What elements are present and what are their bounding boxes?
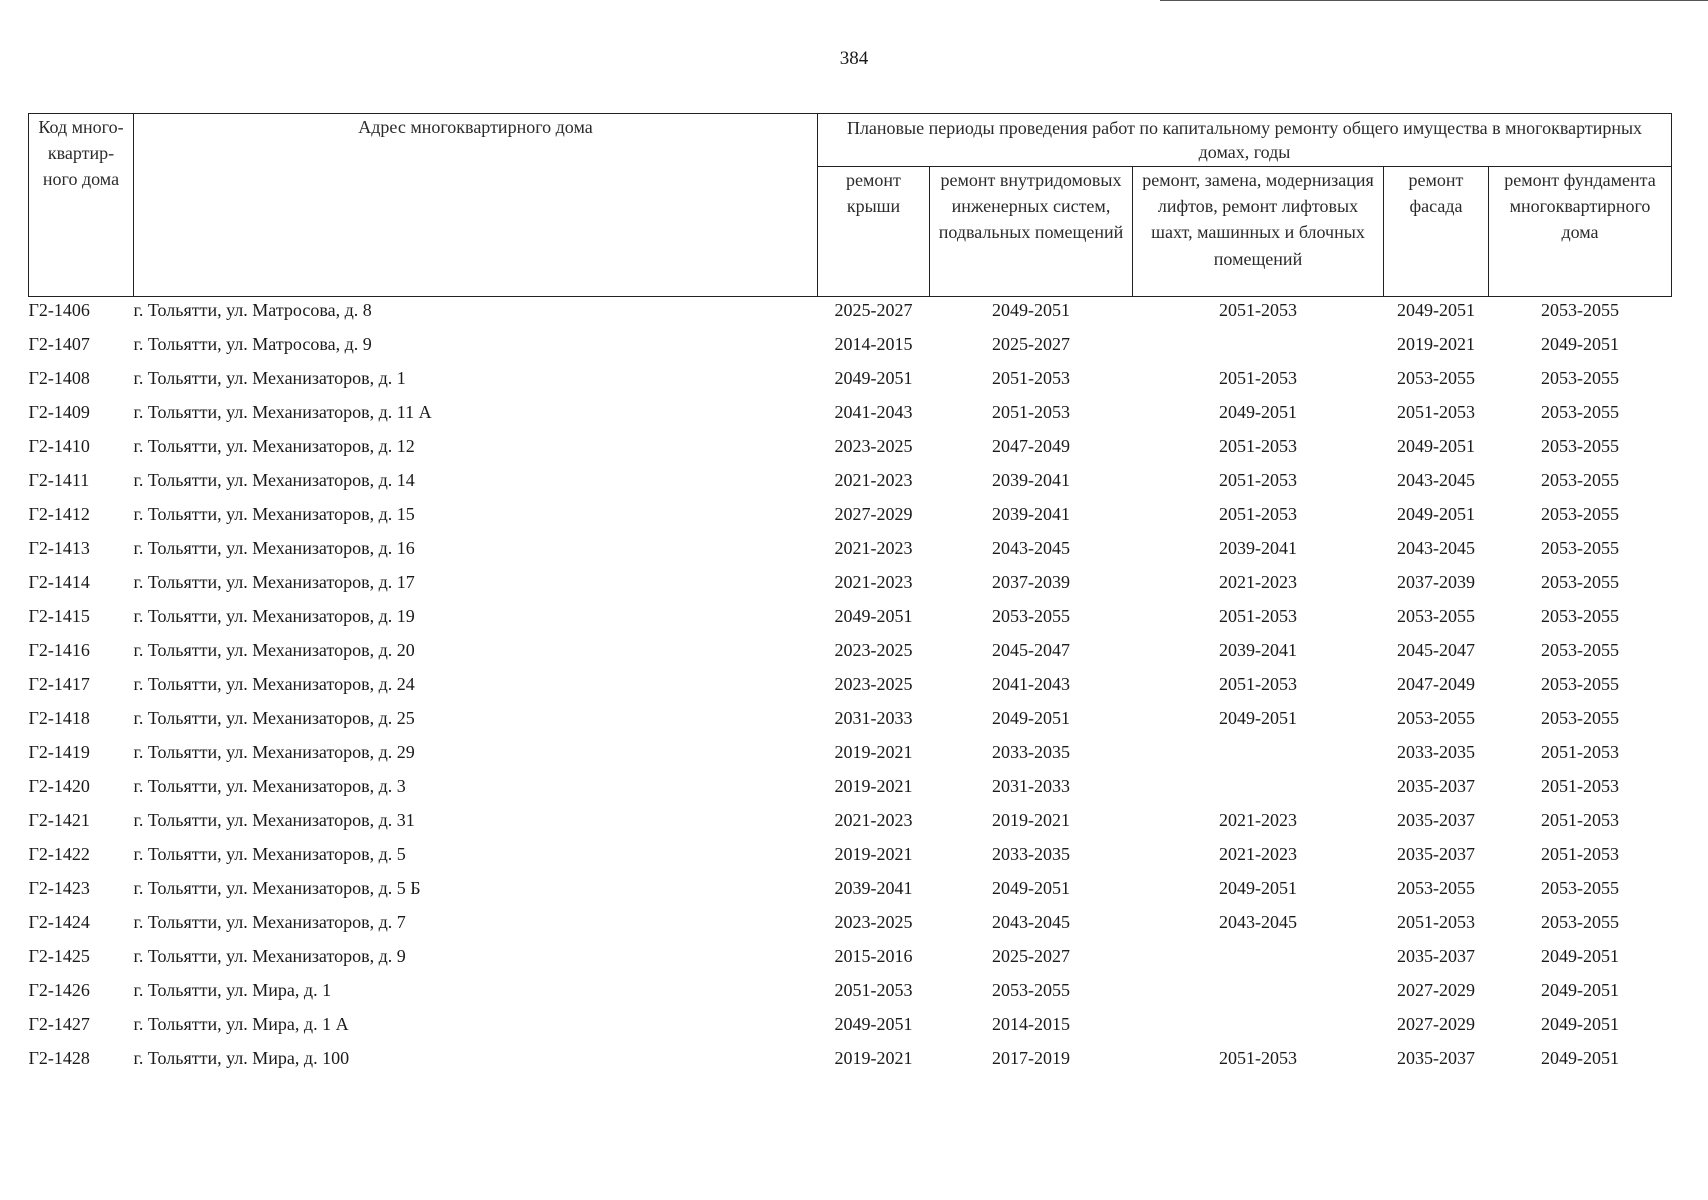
cell-engineering: 2049-2051 bbox=[992, 707, 1070, 728]
cell-lifts: 2051-2053 bbox=[1219, 1047, 1297, 1068]
cell-foundation: 2053-2055 bbox=[1541, 639, 1619, 660]
table-row bbox=[29, 327, 1672, 361]
table-row bbox=[29, 667, 1672, 701]
cell-facade: 2027-2029 bbox=[1397, 979, 1475, 1000]
cell-roof: 2041-2043 bbox=[834, 401, 913, 422]
cell-foundation: 2053-2055 bbox=[1541, 367, 1619, 388]
header-engineering: ремонт внутридомовых инженерных систем, подвальных помещений bbox=[930, 167, 1133, 297]
cell-facade: 2051-2053 bbox=[1397, 911, 1475, 932]
table-row bbox=[29, 769, 1672, 803]
table-row bbox=[29, 565, 1672, 599]
cell-foundation: 2051-2053 bbox=[1541, 741, 1619, 762]
table-row bbox=[29, 531, 1672, 565]
cell-code: Г2-1420 bbox=[28, 775, 90, 796]
table-row bbox=[29, 395, 1672, 429]
cell-address: г. Тольятти, ул. Механизаторов, д. 20 bbox=[133, 639, 415, 660]
cell-address: г. Тольятти, ул. Механизаторов, д. 12 bbox=[133, 435, 415, 456]
cell-code: Г2-1414 bbox=[28, 571, 90, 592]
table-row bbox=[29, 837, 1672, 871]
cell-code: Г2-1412 bbox=[28, 503, 90, 524]
cell-code: Г2-1427 bbox=[28, 1013, 90, 1034]
header-foundation: ремонт фундамента многоквартирного дома bbox=[1489, 167, 1672, 297]
cell-facade: 2035-2037 bbox=[1397, 843, 1475, 864]
cell-foundation: 2051-2053 bbox=[1541, 843, 1619, 864]
cell-address: г. Тольятти, ул. Механизаторов, д. 11 А bbox=[133, 401, 432, 422]
cell-lifts: 2049-2051 bbox=[1219, 707, 1297, 728]
table-row bbox=[29, 497, 1672, 531]
cell-roof: 2049-2051 bbox=[834, 605, 913, 626]
table-row bbox=[29, 361, 1672, 395]
table-row bbox=[29, 871, 1672, 905]
cell-facade: 2047-2049 bbox=[1397, 673, 1475, 694]
cell-lifts: 2051-2053 bbox=[1219, 503, 1297, 524]
cell-lifts: 2021-2023 bbox=[1219, 571, 1297, 592]
table-row bbox=[29, 633, 1672, 667]
header-lifts: ремонт, замена, модернизация лифтов, ремонт лифтовых шахт, машинных и блочных помещений bbox=[1133, 167, 1384, 297]
header-address: Адрес многоквартирного дома bbox=[134, 114, 818, 297]
cell-foundation: 2053-2055 bbox=[1541, 503, 1619, 524]
cell-facade: 2051-2053 bbox=[1397, 401, 1475, 422]
cell-facade: 2019-2021 bbox=[1397, 333, 1475, 354]
cell-engineering: 2049-2051 bbox=[992, 300, 1070, 320]
cell-address: г. Тольятти, ул. Механизаторов, д. 14 bbox=[133, 469, 415, 490]
cell-code: Г2-1424 bbox=[28, 911, 90, 932]
cell-code: Г2-1418 bbox=[28, 707, 90, 728]
cell-engineering: 2053-2055 bbox=[992, 605, 1070, 626]
table-row bbox=[29, 297, 1672, 328]
cell-foundation: 2051-2053 bbox=[1541, 775, 1619, 796]
cell-foundation: 2049-2051 bbox=[1541, 1047, 1619, 1068]
cell-address: г. Тольятти, ул. Механизаторов, д. 25 bbox=[133, 707, 415, 728]
cell-foundation: 2053-2055 bbox=[1541, 673, 1619, 694]
cell-roof: 2049-2051 bbox=[834, 367, 913, 388]
cell-foundation: 2049-2051 bbox=[1541, 1013, 1619, 1034]
cell-address: г. Тольятти, ул. Механизаторов, д. 17 bbox=[133, 571, 415, 592]
cell-address: г. Тольятти, ул. Механизаторов, д. 1 bbox=[133, 367, 406, 388]
cell-roof: 2025-2027 bbox=[834, 300, 913, 320]
cell-code: Г2-1422 bbox=[28, 843, 90, 864]
cell-address: г. Тольятти, ул. Механизаторов, д. 16 bbox=[133, 537, 415, 558]
cell-facade: 2053-2055 bbox=[1397, 877, 1475, 898]
cell-code: Г2-1419 bbox=[28, 741, 90, 762]
cell-engineering: 2017-2019 bbox=[992, 1047, 1070, 1068]
cell-roof: 2015-2016 bbox=[834, 945, 913, 966]
cell-lifts: 2051-2053 bbox=[1219, 435, 1297, 456]
cell-address: г. Тольятти, ул. Механизаторов, д. 7 bbox=[133, 911, 406, 932]
cell-engineering: 2051-2053 bbox=[992, 401, 1070, 422]
cell-lifts: 2051-2053 bbox=[1219, 367, 1297, 388]
cell-roof: 2021-2023 bbox=[834, 469, 913, 490]
cell-lifts bbox=[1133, 1007, 1384, 1041]
cell-address: г. Тольятти, ул. Механизаторов, д. 3 bbox=[133, 775, 406, 796]
cell-code: Г2-1411 bbox=[28, 469, 90, 490]
cell-facade: 2043-2045 bbox=[1397, 537, 1475, 558]
cell-foundation: 2053-2055 bbox=[1541, 911, 1619, 932]
cell-address: г. Тольятти, ул. Мира, д. 1 bbox=[133, 979, 332, 1000]
cell-address: г. Тольятти, ул. Механизаторов, д. 5 bbox=[133, 843, 406, 864]
table-row bbox=[29, 599, 1672, 633]
cell-lifts: 2051-2053 bbox=[1219, 605, 1297, 626]
cell-engineering: 2039-2041 bbox=[992, 469, 1070, 490]
cell-roof: 2021-2023 bbox=[834, 809, 913, 830]
cell-code: Г2-1423 bbox=[28, 877, 90, 898]
cell-facade: 2053-2055 bbox=[1397, 707, 1475, 728]
cell-foundation: 2049-2051 bbox=[1541, 333, 1619, 354]
cell-engineering: 2043-2045 bbox=[992, 911, 1070, 932]
page-number: 384 bbox=[839, 48, 869, 69]
scan-edge-line bbox=[1160, 0, 1708, 1]
cell-facade: 2049-2051 bbox=[1397, 503, 1475, 524]
cell-address: г. Тольятти, ул. Мира, д. 1 А bbox=[133, 1013, 349, 1034]
cell-roof: 2023-2025 bbox=[834, 435, 913, 456]
cell-lifts: 2039-2041 bbox=[1219, 639, 1297, 660]
cell-roof: 2023-2025 bbox=[834, 911, 913, 932]
cell-engineering: 2014-2015 bbox=[992, 1013, 1070, 1034]
cell-code: Г2-1408 bbox=[28, 367, 90, 388]
cell-foundation: 2053-2055 bbox=[1541, 469, 1619, 490]
header-planned-periods: Плановые периоды проведения работ по капитальному ремонту общего имущества в многоквартирных домах, годы bbox=[818, 114, 1672, 167]
cell-facade: 2027-2029 bbox=[1397, 1013, 1475, 1034]
cell-engineering: 2033-2035 bbox=[992, 741, 1070, 762]
cell-lifts: 2051-2053 bbox=[1219, 469, 1297, 490]
cell-address: г. Тольятти, ул. Механизаторов, д. 31 bbox=[133, 809, 415, 830]
table-row bbox=[29, 429, 1672, 463]
header-roof: ремонт крыши bbox=[818, 167, 930, 297]
cell-code: Г2-1415 bbox=[28, 605, 90, 626]
cell-lifts: 2021-2023 bbox=[1219, 809, 1297, 830]
cell-roof: 2014-2015 bbox=[834, 333, 913, 354]
cell-foundation: 2053-2055 bbox=[1541, 401, 1619, 422]
cell-code: Г2-1417 bbox=[28, 673, 90, 694]
cell-roof: 2051-2053 bbox=[834, 979, 913, 1000]
table-row bbox=[29, 1041, 1672, 1075]
cell-roof: 2027-2029 bbox=[834, 503, 913, 524]
cell-code: Г2-1413 bbox=[28, 537, 90, 558]
cell-facade: 2033-2035 bbox=[1397, 741, 1475, 762]
cell-code: Г2-1426 bbox=[28, 979, 90, 1000]
cell-address: г. Тольятти, ул. Матросова, д. 8 bbox=[133, 300, 372, 320]
cell-roof: 2031-2033 bbox=[834, 707, 913, 728]
cell-engineering: 2041-2043 bbox=[992, 673, 1070, 694]
cell-roof: 2019-2021 bbox=[834, 1047, 913, 1068]
cell-lifts bbox=[1133, 769, 1384, 803]
cell-address: г. Тольятти, ул. Мира, д. 100 bbox=[133, 1047, 350, 1068]
cell-lifts bbox=[1133, 973, 1384, 1007]
cell-engineering: 2039-2041 bbox=[992, 503, 1070, 524]
cell-address: г. Тольятти, ул. Механизаторов, д. 19 bbox=[133, 605, 415, 626]
cell-facade: 2049-2051 bbox=[1397, 435, 1475, 456]
cell-code: Г2-1406 bbox=[28, 300, 90, 320]
cell-lifts: 2049-2051 bbox=[1219, 877, 1297, 898]
cell-foundation: 2049-2051 bbox=[1541, 979, 1619, 1000]
cell-code: Г2-1425 bbox=[28, 945, 90, 966]
table-row bbox=[29, 1007, 1672, 1041]
cell-facade: 2049-2051 bbox=[1397, 300, 1475, 320]
table-row bbox=[29, 939, 1672, 973]
cell-address: г. Тольятти, ул. Механизаторов, д. 29 bbox=[133, 741, 415, 762]
cell-foundation: 2053-2055 bbox=[1541, 877, 1619, 898]
cell-address: г. Тольятти, ул. Механизаторов, д. 15 bbox=[133, 503, 415, 524]
cell-roof: 2039-2041 bbox=[834, 877, 913, 898]
cell-code: Г2-1409 bbox=[28, 401, 90, 422]
table-row bbox=[29, 463, 1672, 497]
table-row bbox=[29, 905, 1672, 939]
cell-engineering: 2025-2027 bbox=[992, 333, 1070, 354]
cell-facade: 2043-2045 bbox=[1397, 469, 1475, 490]
cell-engineering: 2051-2053 bbox=[992, 367, 1070, 388]
cell-facade: 2053-2055 bbox=[1397, 367, 1475, 388]
header-code: Код много-квартир-ного дома bbox=[29, 114, 134, 297]
header-facade: ремонт фасада bbox=[1384, 167, 1489, 297]
table-row bbox=[29, 803, 1672, 837]
cell-foundation: 2049-2051 bbox=[1541, 945, 1619, 966]
cell-foundation: 2053-2055 bbox=[1541, 435, 1619, 456]
cell-address: г. Тольятти, ул. Механизаторов, д. 9 bbox=[133, 945, 406, 966]
capital-repair-table bbox=[28, 113, 1672, 1075]
cell-roof: 2049-2051 bbox=[834, 1013, 913, 1034]
table-header bbox=[29, 114, 1672, 297]
cell-engineering: 2033-2035 bbox=[992, 843, 1070, 864]
table-row bbox=[29, 701, 1672, 735]
cell-engineering: 2045-2047 bbox=[992, 639, 1070, 660]
cell-code: Г2-1428 bbox=[28, 1047, 90, 1068]
cell-address: г. Тольятти, ул. Механизаторов, д. 24 bbox=[133, 673, 415, 694]
cell-facade: 2035-2037 bbox=[1397, 1047, 1475, 1068]
cell-lifts: 2051-2053 bbox=[1219, 673, 1297, 694]
cell-roof: 2023-2025 bbox=[834, 639, 913, 660]
cell-roof: 2019-2021 bbox=[834, 741, 913, 762]
table-row bbox=[29, 973, 1672, 1007]
cell-facade: 2035-2037 bbox=[1397, 945, 1475, 966]
table-body bbox=[29, 297, 1672, 1076]
cell-foundation: 2053-2055 bbox=[1541, 707, 1619, 728]
cell-engineering: 2031-2033 bbox=[992, 775, 1070, 796]
cell-code: Г2-1416 bbox=[28, 639, 90, 660]
cell-roof: 2021-2023 bbox=[834, 571, 913, 592]
cell-roof: 2023-2025 bbox=[834, 673, 913, 694]
cell-address: г. Тольятти, ул. Матросова, д. 9 bbox=[133, 333, 372, 354]
cell-facade: 2037-2039 bbox=[1397, 571, 1475, 592]
cell-lifts: 2051-2053 bbox=[1219, 300, 1297, 320]
cell-engineering: 2047-2049 bbox=[992, 435, 1070, 456]
cell-lifts: 2043-2045 bbox=[1219, 911, 1297, 932]
cell-engineering: 2037-2039 bbox=[992, 571, 1070, 592]
cell-roof: 2021-2023 bbox=[834, 537, 913, 558]
cell-lifts: 2021-2023 bbox=[1219, 843, 1297, 864]
cell-lifts bbox=[1133, 735, 1384, 769]
cell-lifts: 2039-2041 bbox=[1219, 537, 1297, 558]
cell-address: г. Тольятти, ул. Механизаторов, д. 5 Б bbox=[133, 877, 421, 898]
cell-lifts: 2049-2051 bbox=[1219, 401, 1297, 422]
cell-facade: 2035-2037 bbox=[1397, 775, 1475, 796]
cell-roof: 2019-2021 bbox=[834, 843, 913, 864]
cell-code: Г2-1410 bbox=[28, 435, 90, 456]
table-row bbox=[29, 735, 1672, 769]
cell-foundation: 2053-2055 bbox=[1541, 537, 1619, 558]
cell-code: Г2-1421 bbox=[28, 809, 90, 830]
cell-foundation: 2053-2055 bbox=[1541, 571, 1619, 592]
cell-engineering: 2019-2021 bbox=[992, 809, 1070, 830]
cell-engineering: 2053-2055 bbox=[992, 979, 1070, 1000]
cell-code: Г2-1407 bbox=[28, 333, 90, 354]
cell-foundation: 2053-2055 bbox=[1541, 605, 1619, 626]
cell-engineering: 2025-2027 bbox=[992, 945, 1070, 966]
cell-engineering: 2049-2051 bbox=[992, 877, 1070, 898]
cell-foundation: 2051-2053 bbox=[1541, 809, 1619, 830]
cell-facade: 2045-2047 bbox=[1397, 639, 1475, 660]
cell-roof: 2019-2021 bbox=[834, 775, 913, 796]
cell-foundation: 2053-2055 bbox=[1541, 300, 1619, 320]
cell-lifts bbox=[1133, 327, 1384, 361]
cell-facade: 2053-2055 bbox=[1397, 605, 1475, 626]
cell-lifts bbox=[1133, 939, 1384, 973]
cell-facade: 2035-2037 bbox=[1397, 809, 1475, 830]
cell-engineering: 2043-2045 bbox=[992, 537, 1070, 558]
